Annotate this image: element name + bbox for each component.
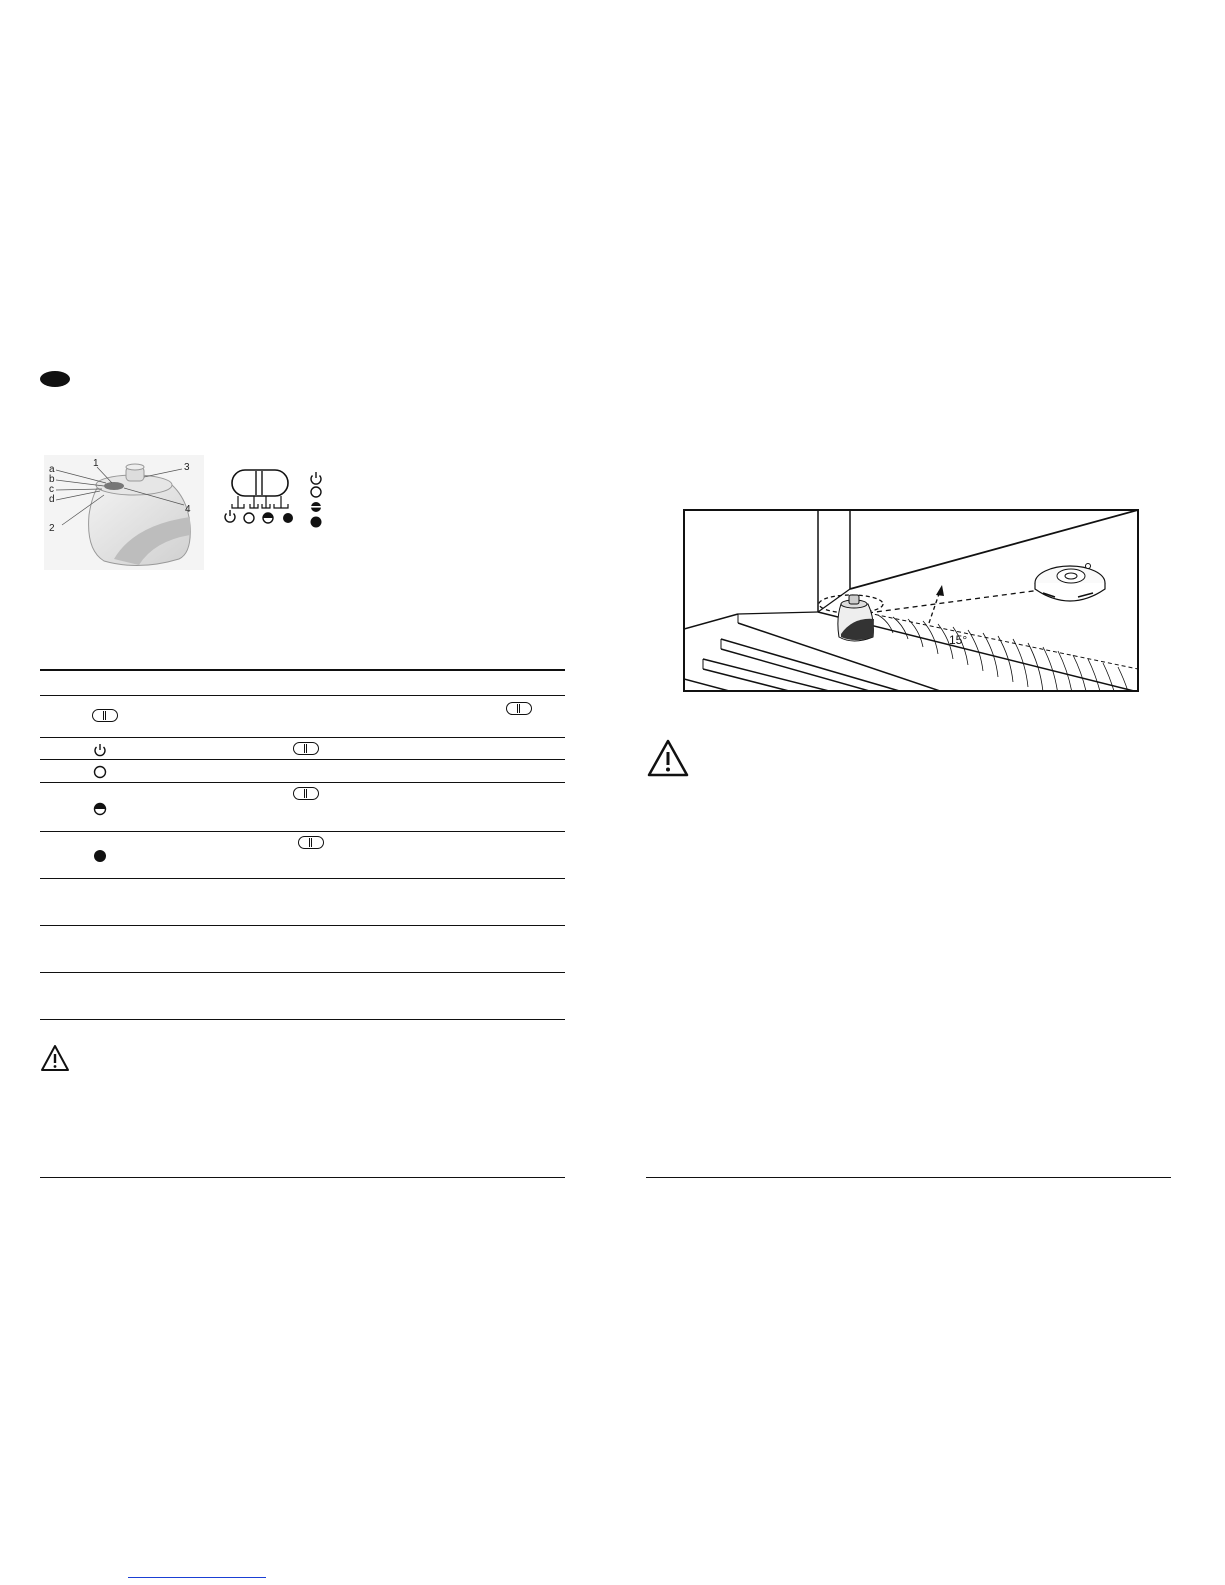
table-rule <box>40 1019 565 1020</box>
slider-switch-icon <box>293 742 319 755</box>
table-rule <box>40 831 565 832</box>
slider-switch-icon <box>298 836 324 849</box>
circle-full-icon <box>93 849 107 863</box>
slider-switch-icon <box>92 709 118 722</box>
room-coverage-diagram <box>683 509 1139 692</box>
table-top-rule <box>40 669 565 671</box>
slider-switch-icon <box>293 787 319 800</box>
circle-half-icon <box>93 802 107 816</box>
table-rule <box>40 878 565 879</box>
label-4: 4 <box>185 504 191 515</box>
warning-triangle-icon <box>40 1044 70 1072</box>
switch-diagram <box>222 468 302 530</box>
circle-empty-icon <box>93 765 107 779</box>
language-badge <box>40 371 70 387</box>
label-d: d <box>49 494 55 505</box>
table-rule <box>40 737 565 738</box>
table-rule <box>40 782 565 783</box>
label-2: 2 <box>49 523 55 534</box>
table-rule <box>40 925 565 926</box>
warning-triangle-icon <box>646 738 690 778</box>
table-rule <box>40 695 565 696</box>
angle-label: 15° <box>949 633 968 647</box>
page-footer-rule-right <box>646 1177 1171 1178</box>
mode-legend <box>308 471 324 529</box>
label-c: c <box>49 484 54 495</box>
slider-switch-icon <box>506 702 532 715</box>
virtual-wall-device-figure <box>44 455 204 570</box>
label-1: 1 <box>93 458 99 469</box>
label-b: b <box>49 474 55 485</box>
power-icon <box>93 743 107 757</box>
footer-link-underline[interactable] <box>128 1577 266 1578</box>
table-rule <box>40 759 565 760</box>
table-rule <box>40 972 565 973</box>
page-footer-rule-left <box>40 1177 565 1178</box>
label-3: 3 <box>184 462 190 473</box>
label-a: a <box>49 464 55 475</box>
